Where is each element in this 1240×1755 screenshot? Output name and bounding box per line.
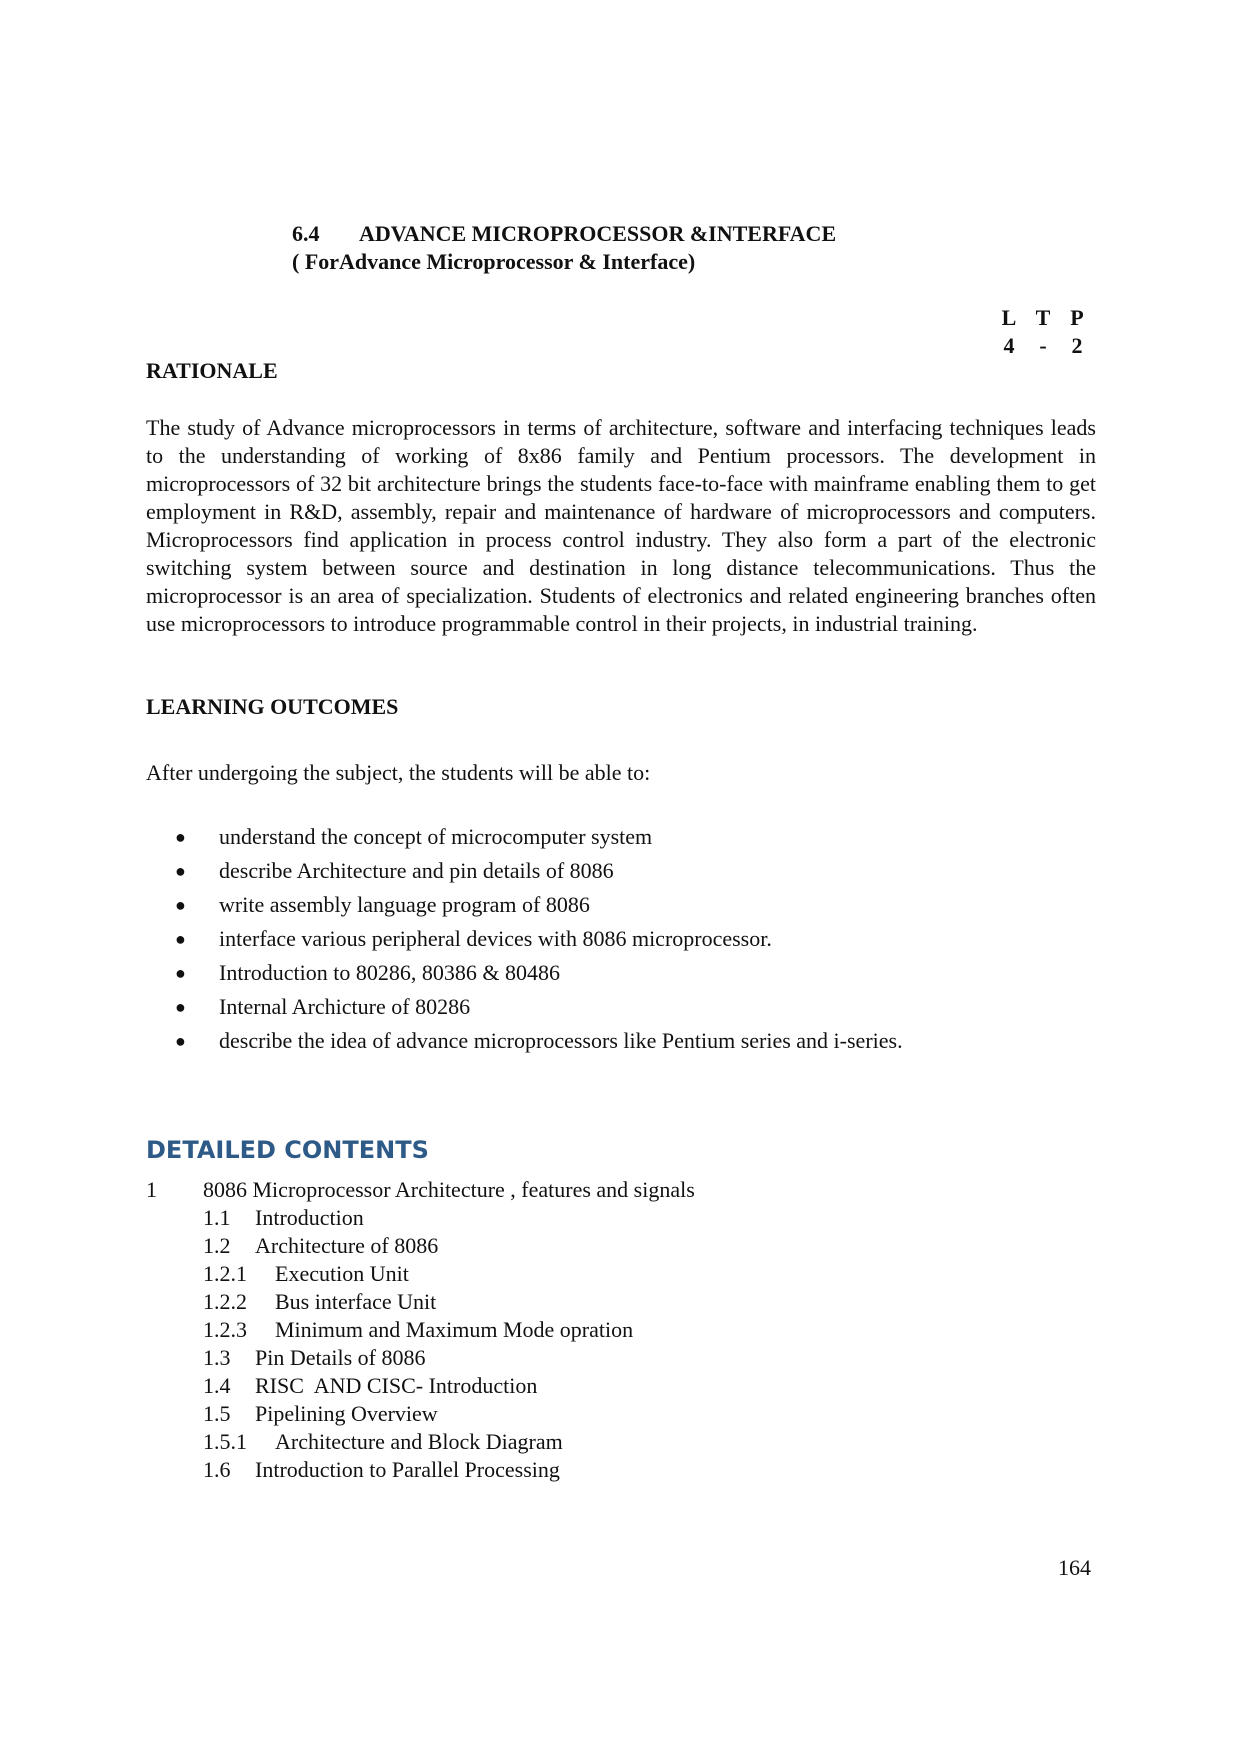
rationale-title: RATIONALE — [146, 358, 278, 383]
learning-outcomes-intro: After undergoing the subject, the students will be able to: — [146, 760, 651, 785]
bullet-icon: ● — [175, 963, 186, 983]
contents-item: 1.3 Pin Details of 8086 — [203, 1345, 426, 1370]
contents-item: 1.5.1 Architecture and Block Diagram — [203, 1429, 563, 1454]
list-item: ● interface various peripheral devices with 8086 microprocessor. — [175, 922, 903, 956]
contents-item: 1.5 Pipelining Overview — [203, 1401, 438, 1426]
ltp-value-row — [992, 332, 1094, 360]
contents-item: 1.1 Introduction — [203, 1205, 364, 1230]
list-item: ● write assembly language program of 8086 — [175, 888, 903, 922]
contents-item: 1.2.1 Execution Unit — [203, 1261, 409, 1286]
learning-outcomes-title: LEARNING OUTCOMES — [146, 694, 399, 719]
contents-item: 1.2.3 Minimum and Maximum Mode opration — [203, 1317, 634, 1342]
contents-section — [146, 1176, 695, 1204]
contents-item: 1.4 RISC AND CISC- Introduction — [203, 1373, 538, 1398]
contents-item: 1.2 Architecture of 8086 — [203, 1233, 439, 1258]
ltp-value-p: 2 — [1071, 333, 1083, 358]
course-title: ADVANCE MICROPROCESSOR &INTERFACE — [359, 221, 837, 246]
bullet-icon: ● — [175, 827, 186, 847]
bullet-icon: ● — [175, 861, 186, 881]
ltp-header-row — [992, 304, 1094, 332]
ltp-header-p: P — [1070, 305, 1084, 330]
ltp-header-l: L — [1001, 305, 1017, 330]
bullet-icon: ● — [175, 929, 186, 949]
list-item: ● understand the concept of microcomputer system — [175, 820, 903, 854]
contents-item: 1.2.2 Bus interface Unit — [203, 1289, 437, 1314]
ltp-header-t: T — [1035, 305, 1051, 330]
ltp-value-t: - — [1039, 333, 1047, 358]
rationale-paragraph: The study of Advance microprocessors in terms of architecture, software and interfacing techniques leads to the understanding of working of 8x86 family and Pentium processors. The development in microprocessors of 32 bit architecture brings the students face-to-face with mainframe enabling them to get employment in R&D, assembly, repair and maintenance of hardware of microprocessors and computers. Microprocessors find application in process control industry. They also form a part of the electronic switching system between source and destination in long distance telecommunications. Thus the microprocessor is an area of specialization. Students of electronics and related engineering branches often use microprocessors to introduce programmable control in their projects, in industrial training. — [146, 415, 1096, 636]
detailed-contents-title: DETAILED CONTENTS — [146, 1136, 429, 1164]
list-item: ● Internal Archicture of 80286 — [175, 990, 903, 1024]
bullet-icon: ● — [175, 997, 186, 1017]
course-subtitle: ( ForAdvance Microprocessor & Interface) — [292, 249, 696, 274]
bullet-icon: ● — [175, 1031, 186, 1051]
page-number: 164 — [1058, 1555, 1091, 1580]
learning-outcomes-list — [175, 820, 903, 1058]
detailed-contents-list — [146, 1176, 695, 1484]
list-item: ● Introduction to 80286, 80386 & 80486 — [175, 956, 903, 990]
bullet-icon: ● — [175, 895, 186, 915]
course-number: 6.4 — [292, 221, 320, 246]
list-item: ● describe Architecture and pin details of 8086 — [175, 854, 903, 888]
section-number: 1 — [146, 1177, 157, 1202]
course-heading — [292, 220, 836, 276]
contents-item: 1.6 Introduction to Parallel Processing — [203, 1457, 560, 1482]
section-title: 8086 Microprocessor Architecture , features and signals — [203, 1177, 695, 1202]
ltp-value-l: 4 — [1003, 333, 1015, 358]
ltp-table — [992, 304, 1094, 360]
list-item: ● describe the idea of advance microprocessors like Pentium series and i-series. — [175, 1024, 903, 1058]
